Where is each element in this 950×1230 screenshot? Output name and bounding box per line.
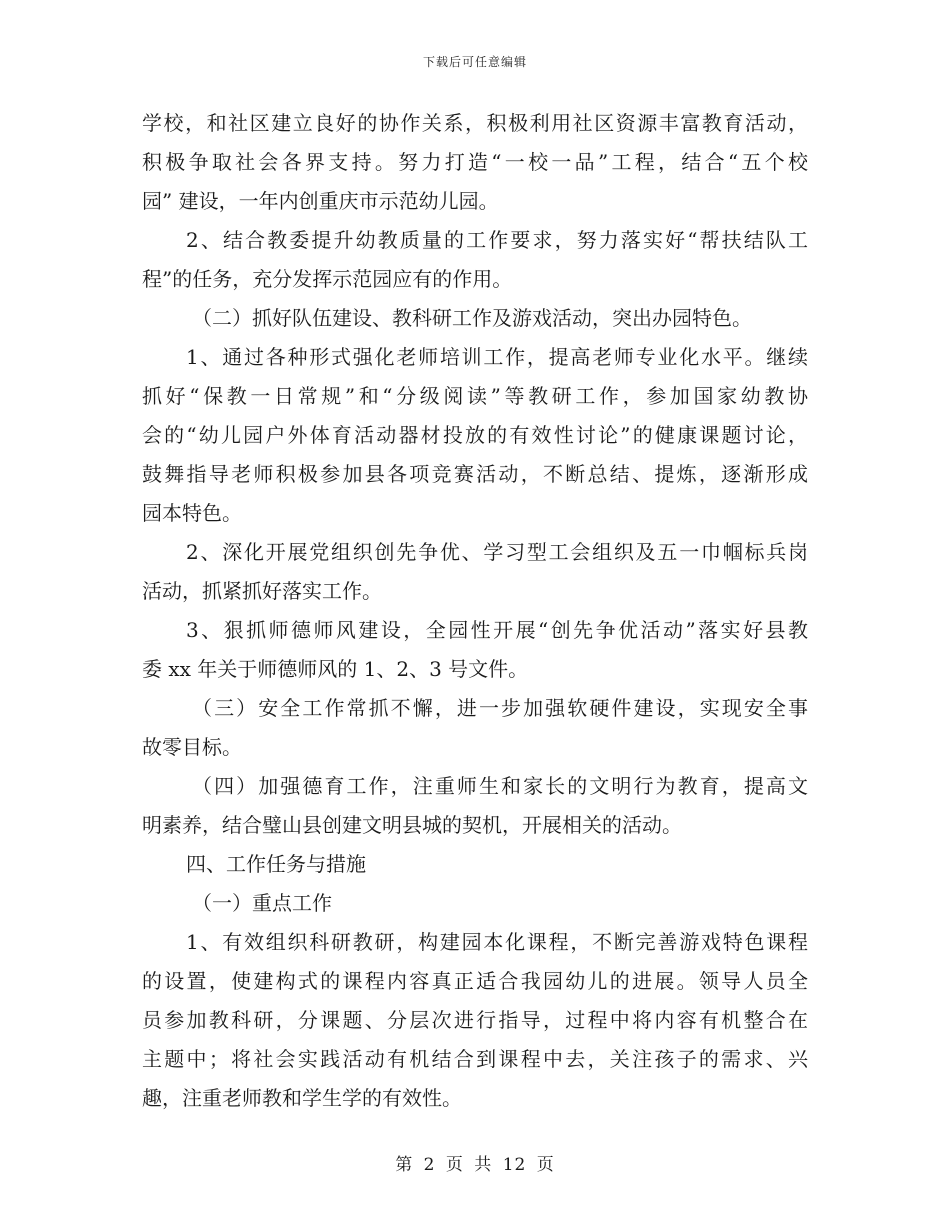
text-line: 主题中；将社会实践活动有机结合到课程中去，关注孩子的需求、兴 <box>142 1047 808 1071</box>
text-line: 3、狠抓师德师风建设，全园性开展“创先争优活动”落实好县教 <box>186 618 808 642</box>
text-line: 积极争取社会各界支持。努力打造“一校一品”工程，结合“五个校 <box>142 150 808 174</box>
text-line: 程”的任务，充分发挥示范园应有的作用。 <box>142 267 513 291</box>
text-line: 委 xx 年关于师德师风的 1、2、3 号文件。 <box>142 657 529 681</box>
text-line: （四）加强德育工作，注重师生和家长的文明行为教育，提高文 <box>192 774 808 798</box>
text-line: 鼓舞指导老师积极参加县各项竞赛活动，不断总结、提炼，逐渐形成 <box>142 462 808 486</box>
text-line: （三）安全工作常抓不懈，进一步加强软硬件建设，实现安全事 <box>192 696 808 720</box>
text-line: 2、结合教委提升幼教质量的工作要求，努力落实好“帮扶结队工 <box>186 228 808 252</box>
text-line: 故零目标。 <box>142 735 242 759</box>
text-line: 抓好“保教一日常规”和“分级阅读”等教研工作，参加国家幼教协 <box>142 384 808 408</box>
text-line: 2、深化开展党组织创先争优、学习型工会组织及五一巾帼标兵岗 <box>186 540 808 564</box>
page-footer: 第 2 页 共 12 页 <box>395 1155 555 1175</box>
text-line: 活动，抓紧抓好落实工作。 <box>142 579 382 603</box>
page-header: 下载后可任意编辑 <box>422 55 527 69</box>
text-line: （一）重点工作 <box>192 891 332 915</box>
text-line: 园本特色。 <box>142 501 242 525</box>
text-line: 学校，和社区建立良好的协作关系，积极利用社区资源丰富教育活动， <box>142 111 808 135</box>
text-line: 四、工作任务与措施 <box>186 852 366 876</box>
text-line: 的设置，使建构式的课程内容真正适合我园幼儿的进展。领导人员全 <box>142 969 808 993</box>
text-line: （二）抓好队伍建设、教科研工作及游戏活动，突出办园特色。 <box>192 306 752 330</box>
text-line: 1、通过各种形式强化老师培训工作，提高老师专业化水平。继续 <box>186 345 808 369</box>
text-line: 园” 建设，一年内创重庆市示范幼儿园。 <box>142 189 499 213</box>
text-line: 会的“幼儿园户外体育活动器材投放的有效性讨论”的健康课题讨论， <box>142 423 808 447</box>
text-line: 员参加教科研，分课题、分层次进行指导，过程中将内容有机整合在 <box>142 1008 808 1032</box>
document-body <box>142 104 808 1118</box>
text-line: 1、有效组织科研教研，构建园本化课程，不断完善游戏特色课程 <box>186 930 808 954</box>
text-line: 明素养，结合璧山县创建文明县城的契机，开展相关的活动。 <box>142 813 682 837</box>
text-line: 趣，注重老师教和学生学的有效性。 <box>142 1086 462 1110</box>
